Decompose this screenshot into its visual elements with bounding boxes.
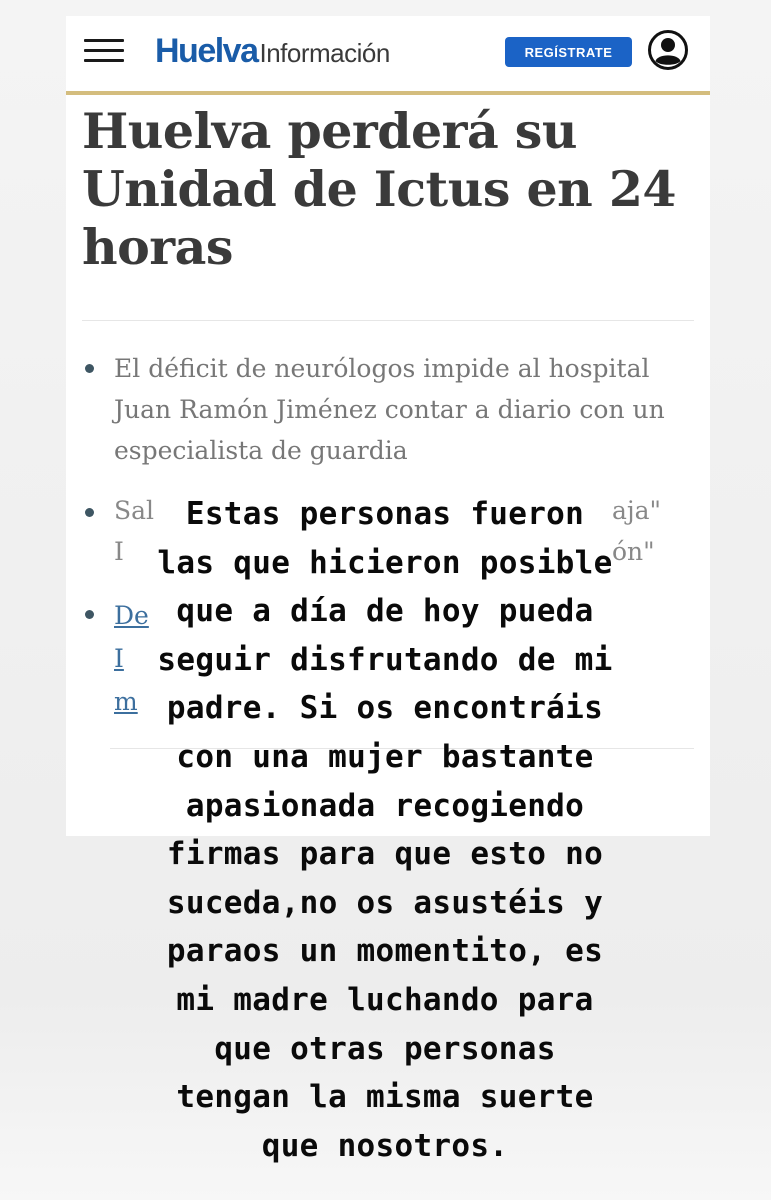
summary-bullet xyxy=(85,364,94,373)
header-divider xyxy=(66,91,710,95)
user-account-icon[interactable] xyxy=(648,30,688,70)
related-line-2: I xyxy=(114,644,124,673)
related-line-3: m xyxy=(114,687,138,716)
article-summary: El déficit de neurólogos impide al hospital Juan Ramón Jiménez contar a diario con un especialista de guardia xyxy=(114,354,665,465)
logo-secondary: Información xyxy=(259,38,390,68)
summary-2-end-line2: ón" xyxy=(612,537,655,566)
related-line-1: De xyxy=(114,601,149,630)
summary-2-start: Sal xyxy=(114,496,155,525)
register-button[interactable]: REGÍSTRATE xyxy=(505,37,632,67)
hamburger-menu-icon[interactable] xyxy=(84,36,124,64)
headline-divider xyxy=(82,320,694,321)
summary-2-end-line1: aja" xyxy=(612,496,662,525)
article-headline: Huelva perderá su Unidad de Ictus en 24 horas xyxy=(82,102,677,276)
summary-2-line2-start: I xyxy=(114,537,124,566)
site-logo[interactable] xyxy=(155,32,390,72)
logo-primary: Huelva xyxy=(155,32,258,70)
story-text-overlay: Estas personas fueron las que hicieron posible que a día de hoy pueda seguir disfrutando de mi padre. Si os encontráis con una mujer bastante apasionada recogiendo firmas para que esto no suceda,no os asustéis y paraos un momentito, es mi madre luchando para que otras personas tengan la misma suerte que nosotros. xyxy=(157,496,613,1164)
